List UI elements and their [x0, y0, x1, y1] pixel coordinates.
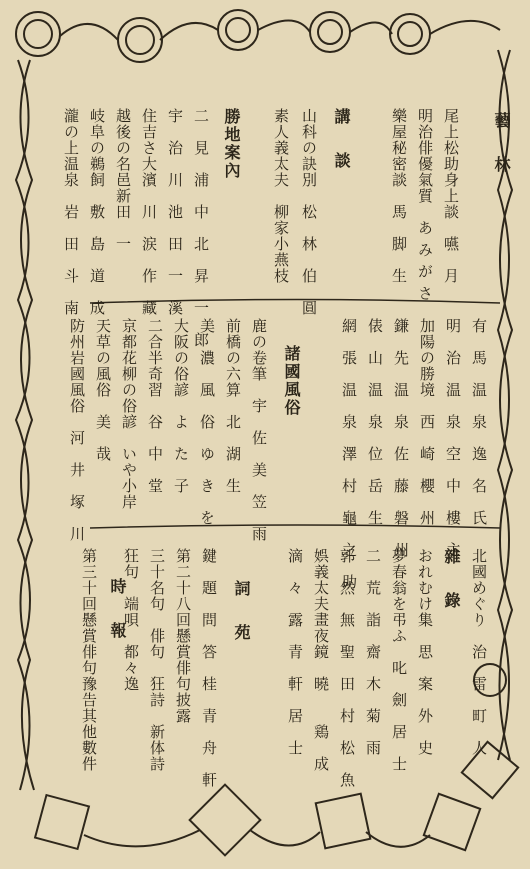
- list-item: 山科の訣別 松 林 伯 圓: [300, 108, 318, 316]
- section-title-shokoku: 諸國風俗: [282, 345, 301, 417]
- list-item: 美 濃 風 俗 ゆ き を: [198, 318, 216, 526]
- list-item: 瀧の上温泉 岩 田 斗 南: [62, 108, 80, 316]
- section-title-zatsuroku: 雜 錄: [442, 548, 461, 614]
- list-item: 鍵 題 問 答 桂 青 舟 軒: [200, 548, 218, 788]
- list-item: 前橋の六算 北 湖 生: [224, 318, 242, 494]
- list-item: 狂句 端唄 都々逸: [122, 548, 140, 692]
- list-item: 岐阜の鵜飼 敷 島 道 成: [88, 108, 106, 316]
- list-item: 越後の名邑新田 一: [114, 108, 132, 252]
- list-item: 娯義太夫畫夜鏡 曉 鶏 成: [312, 548, 330, 772]
- section-title-jiho: 時 報: [108, 578, 127, 644]
- list-item: 網 張 温 泉 澤 村 龜 之 助: [340, 318, 358, 590]
- list-item: 天草の風俗 美 哉: [94, 318, 112, 462]
- list-item: 宇 治 川 池 田 一 溪: [166, 108, 184, 316]
- list-item: 二 荒 詣 齋 木 菊 雨: [364, 548, 382, 756]
- list-item: 俵 山 温 泉 位 岳 生: [366, 318, 384, 526]
- list-item: 尾上松助身上談 嚥 月: [442, 108, 460, 284]
- section-title-shien: 詞 苑: [232, 580, 251, 646]
- list-item: 三十名句 俳句 狂詩 新体詩: [148, 548, 166, 772]
- list-item: 鎌 先 温 泉 佐 藤 磐 州: [392, 318, 410, 558]
- section-title-kodan: 講 談: [332, 108, 351, 174]
- list-item: 第二十八回懸賞俳句披露: [174, 548, 192, 724]
- list-item: 明治俳優氣質 あ み が さ: [416, 108, 434, 302]
- list-item: 樂屋秘密談 馬 脚 生: [390, 108, 408, 284]
- list-item: 京都花柳の俗諺 いや小岸: [120, 318, 138, 510]
- list-item: 明 治 温 泉 空 中 樓 主: [444, 318, 462, 558]
- section-title-shochi: 勝地案內: [222, 108, 241, 180]
- list-item: 二合半奇習 谷 中 堂: [146, 318, 164, 494]
- list-item: 住吉さ大濱 川 涙 作 藏: [140, 108, 158, 316]
- list-item: 鹿の卷筆 宇 佐 美 笠 雨: [250, 318, 268, 542]
- list-item: 夢春翁を弔ふ 叱 劍 居 士: [390, 548, 408, 772]
- section-title-geirin: 藝 林: [492, 112, 511, 178]
- list-item: おれむけ集 思 案 外 史: [416, 548, 434, 756]
- list-item: 郭 然 無 聖 田 村 松 魚: [338, 548, 356, 788]
- list-item: 大阪の俗諺 よ た 子: [172, 318, 190, 494]
- list-item: 二 見 浦 中 北 昇 一 郎: [192, 108, 210, 348]
- list-item: 北國めぐり 治 雷 町 人: [470, 548, 488, 756]
- list-item: 素人義太夫 柳家小燕枝: [272, 108, 290, 284]
- list-item: 有 馬 温 泉 逸 名 氏: [470, 318, 488, 526]
- list-item: 滴 々 露 青 軒 居 士: [286, 548, 304, 756]
- list-item: 加陽の勝境 西 崎 櫻 州: [418, 318, 436, 526]
- list-item: 第三十回懸賞俳句豫告其他數件: [80, 548, 98, 772]
- list-item: 防州岩國風俗 河 井 塚 川: [68, 318, 86, 542]
